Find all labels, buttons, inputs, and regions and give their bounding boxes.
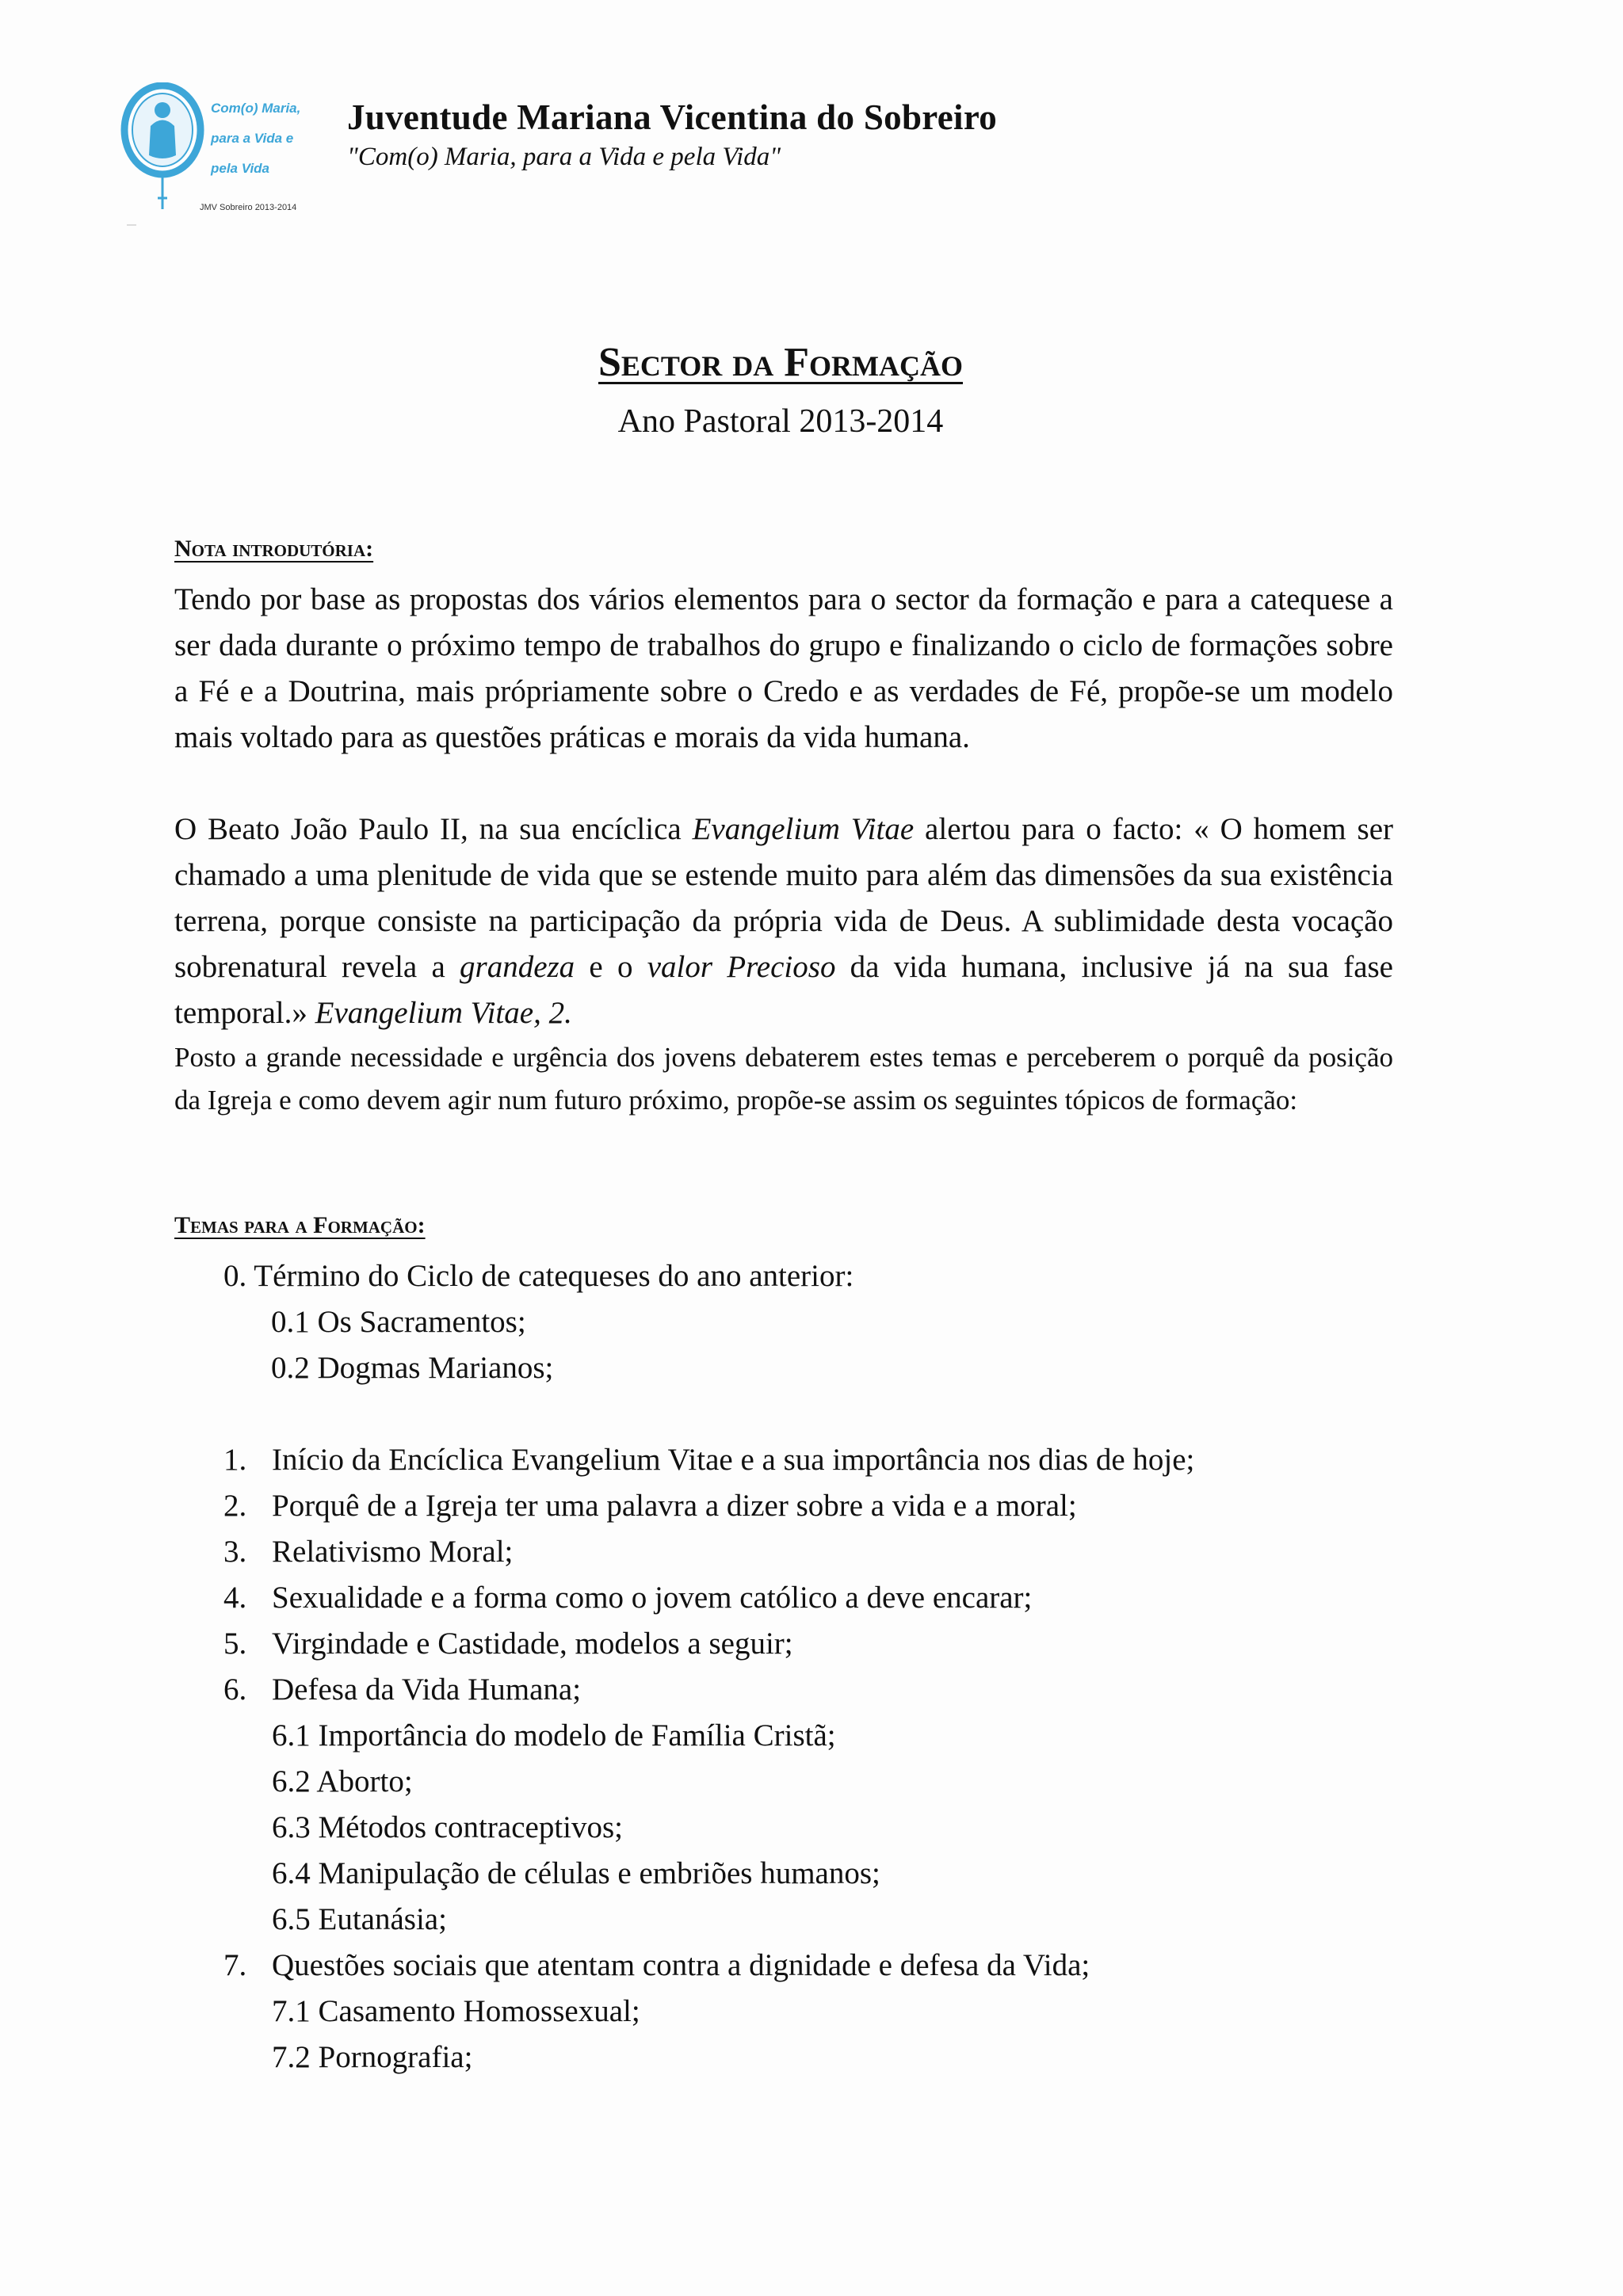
p2-emphasis-grandeza: grandeza: [460, 950, 575, 984]
list-item-2: Porquê de a Igreja ter uma palavra a dizer sobre a vida e a moral;: [272, 1489, 1077, 1523]
list-number-7: 7.: [223, 1948, 247, 1982]
list-item-4: Sexualidade e a forma como o jovem católico a deve encarar;: [272, 1581, 1033, 1615]
list-number-3: 3.: [223, 1535, 247, 1569]
document-subtitle: Ano Pastoral 2013-2014: [617, 403, 944, 440]
topics-heading: Temas para a Formação:: [174, 1212, 426, 1238]
list-item-0: 0. Término do Ciclo de catequeses do ano anterior:: [223, 1259, 854, 1293]
p2-text-g: da vida humana, inclusive já na sua fase temporal.»: [174, 950, 1393, 1030]
p2-encyclical-title: Evangelium Vitae: [692, 812, 915, 846]
list-item-6-4: 6.4 Manipulação de células e embriões humanos;: [272, 1856, 880, 1890]
list-item-7-2: 7.2 Pornografia;: [272, 2040, 473, 2074]
list-item-6: Defesa da Vida Humana;: [272, 1672, 582, 1707]
p2-text-a: O Beato João Paulo II, na sua encíclica: [174, 812, 693, 846]
p2-text-e: e o: [575, 950, 647, 984]
p2-text-c: alertou para o facto: « O homem ser chamado a uma plenitude de vida que se estende muito para além das dimensões da sua existência terrena, porque consiste na participação da própria vida de Deus. A sublimidade desta vocação sobrenatural revela a: [174, 812, 1394, 984]
list-item-6-5: 6.5 Eutanásia;: [272, 1902, 447, 1936]
document-title-text: Sector da Formação: [598, 340, 964, 385]
p2-emphasis-valor: valor Precioso: [647, 950, 836, 984]
logo-line-3: pela Vida: [211, 161, 270, 176]
list-number-1: 1.: [223, 1443, 247, 1477]
org-name: Juventude Mariana Vicentina do Sobreiro: [347, 97, 998, 137]
list-item-1: Início da Encíclica Evangelium Vitae e a sua importância nos dias de hoje;: [272, 1443, 1195, 1477]
list-number-5: 5.: [223, 1627, 247, 1661]
intro-paragraph-1: Tendo por base as propostas dos vários elementos para o sector da formação e para a catequese a ser dada durante o próximo tempo de trabalhos do grupo e finalizando o ciclo de formações sobre a Fé e a Doutrina, mais própriamente sobre o Credo e as verdades de Fé, propõe-se um modelo mais voltado para as questões práticas e morais da vida humana.: [174, 582, 1393, 754]
list-number-4: 4.: [223, 1581, 247, 1615]
logo-footer: JMV Sobreiro 2013-2014: [200, 203, 297, 212]
list-number-2: 2.: [223, 1489, 247, 1523]
p2-citation: Evangelium Vitae, 2.: [315, 996, 572, 1030]
intro-heading: Nota introdutória:: [174, 536, 374, 562]
logo-line-1: Com(o) Maria,: [211, 101, 301, 116]
intro-paragraph-3: Posto a grande necessidade e urgência dos jovens debaterem estes temas e perceberem o porquê da posição da Igreja e como devem agir num futuro próximo, propõe-se assim os seguintes tópicos de formação:: [174, 1042, 1393, 1116]
list-item-0-1: 0.1 Os Sacramentos;: [271, 1305, 526, 1339]
intro-paragraph-2: [174, 807, 1393, 1036]
org-motto: "Com(o) Maria, para a Vida e pela Vida": [347, 143, 781, 171]
document-title: [0, 339, 1561, 386]
list-item-5: Virgindade e Castidade, modelos a seguir;: [272, 1627, 793, 1661]
jmv-logo: [119, 82, 317, 230]
list-item-6-1: 6.1 Importância do modelo de Família Cristã;: [272, 1718, 836, 1753]
logo-line-2: para a Vida e: [211, 131, 294, 146]
list-item-6-3: 6.3 Métodos contraceptivos;: [272, 1810, 623, 1844]
list-item-6-2: 6.2 Aborto;: [272, 1764, 413, 1798]
list-number-6: 6.: [223, 1672, 247, 1707]
list-item-0-2: 0.2 Dogmas Marianos;: [271, 1351, 554, 1385]
list-item-7: Questões sociais que atentam contra a dignidade e defesa da Vida;: [272, 1948, 1090, 1982]
list-item-7-1: 7.1 Casamento Homossexual;: [272, 1994, 640, 2028]
list-item-3: Relativismo Moral;: [272, 1535, 514, 1569]
